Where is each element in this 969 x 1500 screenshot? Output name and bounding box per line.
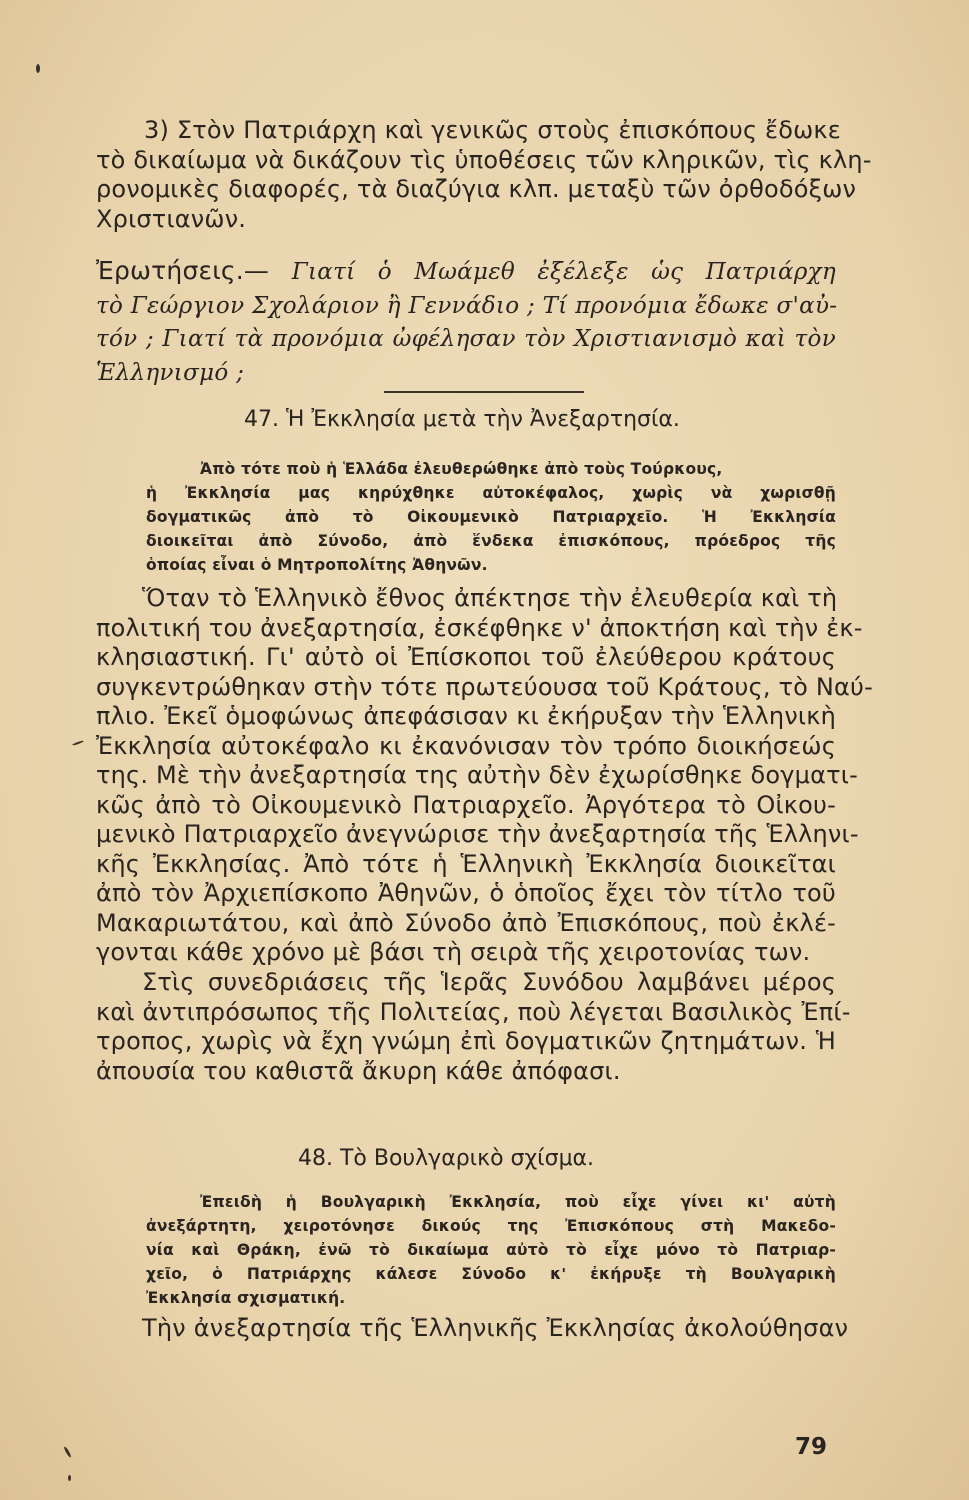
text-line: Ἐκκλησία αὐτοκέφαλο κι ἐκανόνισαν τὸν τρόπο διοικήσεώς [96,731,836,760]
text-line: κλησιαστική. Γι' αὐτὸ οἱ Ἐπίσκοποι τοῦ ἐλεύθερου κράτους [96,643,836,671]
scan-speck [72,740,84,746]
text-line: ρονομικὲς διαφορές, τὰ διαζύγια κλπ. μεταξὺ τῶν ὀρθοδόξων [96,175,857,203]
section-divider [384,391,584,393]
summary-line: Ἐκκλησία σχισματική. [146,1289,346,1307]
questions-line: τὸ Γεώργιον Σχολάριον ἢ Γεννάδιο ; Τί προνόμια ἔδωκε σ'αὐ- [96,292,838,319]
section-47-body-2 [96,968,851,1086]
text-line: Τὴν ἀνεξαρτησία τῆς Ἑλληνικῆς Ἐκκλησίας ἀκολούθησαν [142,1314,849,1342]
text-line: καὶ ἀντιπρόσωπος τῆς Πολιτείας, ποὺ λέγεται Βασιλικὸς Ἐπί- [96,997,851,1026]
paragraph-3 [96,116,872,234]
summary-line: νία καὶ Θράκη, ἐνῶ τὸ δικαίωμα αὐτὸ τὸ εἶχε μόνο τὸ Πατριαρ- [146,1241,836,1259]
text-line: τροπος, χωρὶς νὰ ἔχη γνώμη ἐπὶ δογματικῶν ζητημάτων. Ἡ [96,1027,836,1055]
questions-first-line [96,254,836,290]
summary-line: διοικεῖται ἀπὸ Σύνοδο, ἀπὸ ἕνδεκα ἐπισκόπους, πρόεδρος τῆς [146,532,836,550]
scan-speck [68,1475,71,1481]
text-line: ἀπὸ τὸν Ἀρχιεπίσκοπο Ἀθηνῶν, ὁ ὁποῖος ἔχει τὸν τίτλο τοῦ [96,879,836,907]
text-line: κῶς ἀπὸ τὸ Οἰκουμενικὸ Πατριαρχεῖο. Ἀργότερα τὸ Οἰκου- [96,790,836,819]
text-line: τὸ δικαίωμα νὰ δικάζουν τὶς ὑποθέσεις τῶν κληρικῶν, τὶς κλη- [96,145,872,174]
text-line: συγκεντρώθηκαν στὴν τότε πρωτεύουσα τοῦ Κράτους, τὸ Ναύ- [96,672,873,701]
summary-line: ἡ Ἐκκλησία μας κηρύχθηκε αὐτοκέφαλος, χωρὶς νὰ χωρισθῇ [146,484,836,502]
scan-speck [36,64,40,73]
summary-line: δογματικῶς ἀπὸ τὸ Οἰκουμενικὸ Πατριαρχεῖο. Ἡ Ἐκκλησία [146,508,836,526]
text-line: Στὶς συνεδριάσεις τῆς Ἱερᾶς Συνόδου λαμβάνει μέρος [142,968,836,996]
section-48-body [96,1314,849,1344]
text-line: της. Μὲ τὴν ἀνεξαρτησία της αὐτὴν δὲν ἐχωρίσθηκε δογματι- [96,761,858,789]
summary-line: Ἀπὸ τότε ποὺ ἡ Ἑλλάδα ἐλευθερώθηκε ἀπὸ τοὺς Τούρκους, [200,460,723,478]
text-line: Μακαριωτάτου, καὶ ἀπὸ Σύνοδο ἀπὸ Ἐπισκόπους, ποὺ ἐκλέ- [96,908,836,937]
page-number: 79 [794,1434,827,1460]
questions-line: Ἑλληνισμό ; [96,359,245,386]
questions-line: τόν ; Γιατί τὰ προνόμια ὠφέλησαν τὸν Χριστιανισμὸ καὶ τὸν [96,326,836,352]
text-line: ἀπουσία του καθιστᾶ ἄκυρη κάθε ἀπόφασι. [96,1056,621,1085]
questions-block [96,254,836,390]
text-line: κῆς Ἐκκλησίας. Ἀπὸ τότε ἡ Ἑλληνικὴ Ἐκκλησία διοικεῖται [96,849,836,878]
text-line: πλιο. Ἐκεῖ ὁμοφώνως ἀπεφάσισαν κι ἐκήρυξαν τὴν Ἑλληνικὴ [96,702,836,730]
text-line: μενικὸ Πατριαρχεῖο ἀνεγνώρισε τὴν ἀνεξαρτησία τῆς Ἑλληνι- [96,820,859,848]
summary-line: χεῖο, ὁ Πατριάρχης κάλεσε Σύνοδο κ' ἐκήρυξε τὴ Βουλγαρικὴ [146,1265,836,1283]
section-47-body-1 [96,584,873,968]
questions-label: Ἐρωτήσεις.— [96,256,270,285]
section-48-title: 48. Τὸ Βουλγαρικὸ σχίσμα. [298,1146,595,1171]
text-line: γονται κάθε χρόνο μὲ βάσι τὴ σειρὰ τῆς χειροτονίας των. [96,938,811,966]
text-line: πολιτική του ἀνεξαρτησία, ἐσκέφθηκε ν' ἀποκτήση καὶ τὴν ἐκ- [96,613,863,642]
text-line: Χριστιανῶν. [96,204,247,233]
section-48-summary [146,1190,836,1310]
text-line: 3) Στὸν Πατριάρχη καὶ γενικῶς στοὺς ἐπισκόπους ἔδωκε [144,116,841,144]
text-line: Ὅταν τὸ Ἑλληνικὸ ἔθνος ἀπέκτησε τὴν ἐλευθερία καὶ τὴ [142,584,838,612]
section-47-title: 47. Ἡ Ἐκκλησία μετὰ τὴν Ἀνεξαρτησία. [244,407,680,432]
questions-text: Γιατί ὁ Μωάμεθ ἐξέλεξε ὡς Πατριάρχη [291,259,836,285]
summary-line: ὁποίας εἶναι ὁ Μητροπολίτης Ἀθηνῶν. [146,556,488,574]
section-47-summary [146,457,836,577]
scan-speck [63,1446,72,1458]
summary-line: ἀνεξάρτητη, χειροτόνησε δικούς της Ἐπισκόπους στὴ Μακεδο- [146,1217,836,1235]
summary-line: Ἐπειδὴ ἡ Βουλγαρικὴ Ἐκκλησία, ποὺ εἶχε γίνει κι' αὐτὴ [200,1193,836,1211]
